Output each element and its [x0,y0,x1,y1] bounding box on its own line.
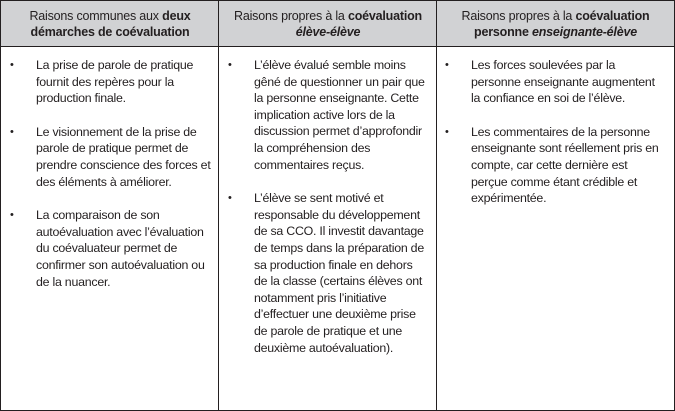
bullet: • [10,59,14,71]
bullet: • [445,125,449,138]
list-item [10,207,212,290]
header-bold-italic-text: enseignante-élève [531,24,637,39]
bullet: • [10,209,14,222]
header-bold-italic-text: élève-élève [295,24,361,39]
header-bold-text: coévaluation [347,8,422,23]
header-bold-text: coévaluation personne [474,8,650,39]
list-item [10,124,212,190]
header-cell-teacher [437,1,674,46]
item-text: Le visionnement de la prise de parole de pratique permet de prendre conscience des forces et des éléments à améliorer. [36,124,211,189]
column-peer-reasons [228,57,428,373]
item-text: La prise de parole de pratique fournit des repères pour la production finale. [36,58,194,106]
list-item [228,57,428,173]
item-text: L’élève se sent motivé et responsable du développement de sa CCO. Il investit davantage de temps dans la préparation de sa production finale en dehors de la classe (certains élèves ont notamment pris l’initiative d’effectuer une deuxième prise de parole de pratique et une deuxième autoévaluation). [254,191,424,355]
column-teacher-reasons [445,57,666,224]
header-text: Raisons propres à la [461,8,576,23]
list-item [10,57,212,107]
header-bold-text: deux démarches de coévaluation [30,8,191,39]
header-cell-common [1,1,219,46]
bullet: • [445,59,449,71]
header-text: Raisons communes aux [29,8,163,23]
column-divider [218,1,219,410]
list-item [445,124,666,207]
header-cell-peer [219,1,437,46]
table-header-row [1,1,674,47]
column-divider [436,1,437,410]
header-text: Raisons propres à la [234,8,348,23]
item-text: Les forces soulevées par la personne enseignante augmentent la confiance en soi de l’élève. [471,58,655,106]
bullet: • [10,125,14,138]
list-item [445,57,666,107]
list-item [228,190,428,356]
item-text: La comparaison de son autoévaluation avec l’évaluation du coévaluateur permet de confirmer son autoévaluation ou de la nuancer. [36,208,205,289]
column-common-reasons [10,57,212,307]
item-text: Les commentaires de la personne enseignante sont réellement pris en compte, car cette dernière est perçue comme étant crédible et expérimentée. [471,124,659,206]
item-text: L’élève évalué semble moins gêné de questionner un pair que la personne enseignante. Cette implication active lors de la discussion permet d’approfondir la compréhension des commentaires reçus. [254,58,425,172]
bullet: • [228,59,232,71]
bullet: • [228,192,232,205]
